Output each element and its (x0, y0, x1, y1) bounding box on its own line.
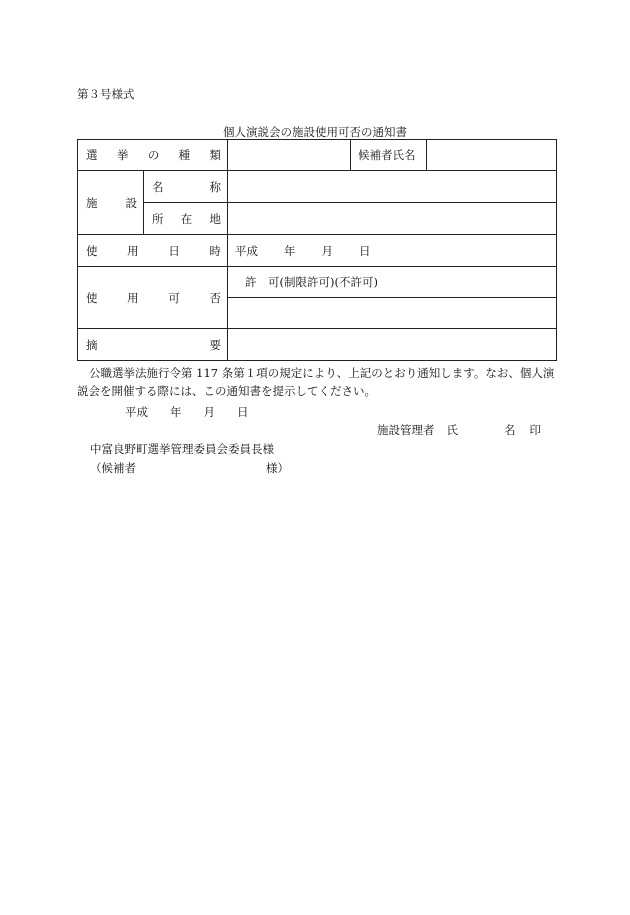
election-type-field[interactable] (228, 140, 351, 171)
char: 日 (168, 243, 180, 258)
char: 要 (209, 337, 221, 352)
footer-date-era: 平成 (125, 405, 148, 419)
row-permission-1 (78, 267, 557, 298)
label-election-type (78, 140, 228, 171)
char: 類 (209, 148, 221, 162)
char: 否 (209, 290, 221, 305)
label-location (144, 203, 228, 235)
char: 種 (178, 148, 191, 162)
name-label (144, 179, 227, 195)
char: 時 (209, 243, 221, 258)
facility-manager-line (377, 422, 541, 438)
char: 称 (209, 179, 221, 194)
candidate-name-field[interactable] (427, 140, 557, 171)
summary-label (78, 337, 227, 353)
election-type-label (78, 147, 227, 163)
manager-surname-char: 氏 (446, 423, 458, 437)
label-facility (78, 171, 144, 235)
char: 用 (127, 290, 139, 305)
char: 使 (86, 290, 98, 305)
char: 可 (168, 290, 180, 305)
permission-value: 許 可(制限許可)(不許可) (245, 275, 378, 289)
char: 名 (152, 179, 164, 194)
char: 地 (209, 211, 221, 226)
row-election-type (78, 140, 557, 171)
manager-name-char: 名 (504, 423, 516, 437)
addressee: 中富良野町選挙管理委員会委員長様 (90, 442, 274, 456)
label-summary (78, 329, 228, 361)
row-datetime (78, 235, 557, 267)
seal-mark: 印 (529, 423, 541, 437)
char: 選 (86, 148, 98, 162)
facility-location-field[interactable] (228, 203, 557, 235)
datetime-label (78, 243, 227, 259)
date-day: 日 (359, 243, 371, 258)
char: 設 (125, 195, 137, 210)
row-facility-location (78, 203, 557, 235)
char: 所 (152, 211, 164, 226)
location-label (144, 211, 227, 227)
char: 在 (180, 211, 193, 226)
permission-condition-field[interactable] (228, 298, 557, 329)
footer-date-month: 月 (203, 405, 215, 419)
permission-label (78, 290, 227, 306)
char: 摘 (86, 337, 98, 352)
form-number: 第３号様式 (77, 87, 135, 101)
datetime-field[interactable] (228, 235, 557, 267)
candidate-close: 様） (266, 461, 289, 475)
manager-label: 施設管理者 (377, 423, 435, 437)
footer-date-day: 日 (237, 405, 249, 419)
permission-options[interactable] (228, 267, 557, 298)
char: 用 (127, 243, 139, 258)
label-name (144, 171, 228, 203)
date-month: 月 (321, 243, 333, 258)
char: の (147, 148, 160, 162)
footer-date (125, 404, 249, 420)
footer-date-year: 年 (170, 405, 182, 419)
label-datetime (78, 235, 228, 267)
datetime-value (228, 243, 556, 259)
candidate-open: （候補者 (90, 461, 136, 475)
label-permission (78, 267, 228, 329)
char: 挙 (116, 148, 129, 162)
char: 使 (86, 243, 98, 258)
facility-label (78, 195, 143, 211)
label-candidate-name (351, 140, 427, 171)
row-facility-name (78, 171, 557, 203)
notice-body-text: 公職選挙法施行令第 117 条第１項の規定により、上記のとおり通知します。なお、個人演説会を開催する際には、この通知書を提示してください。 (77, 366, 555, 398)
summary-field[interactable] (228, 329, 557, 361)
candidate-line (90, 460, 289, 476)
candidate-name-label: 候補者氏名 (358, 148, 416, 162)
document-title: 個人演説会の施設使用可否の通知書 (223, 125, 407, 139)
facility-name-field[interactable] (228, 171, 557, 203)
date-era: 平成 (235, 243, 258, 258)
notice-form-table (77, 139, 557, 361)
row-summary (78, 329, 557, 361)
char: 施 (86, 195, 98, 210)
date-year: 年 (284, 243, 296, 258)
